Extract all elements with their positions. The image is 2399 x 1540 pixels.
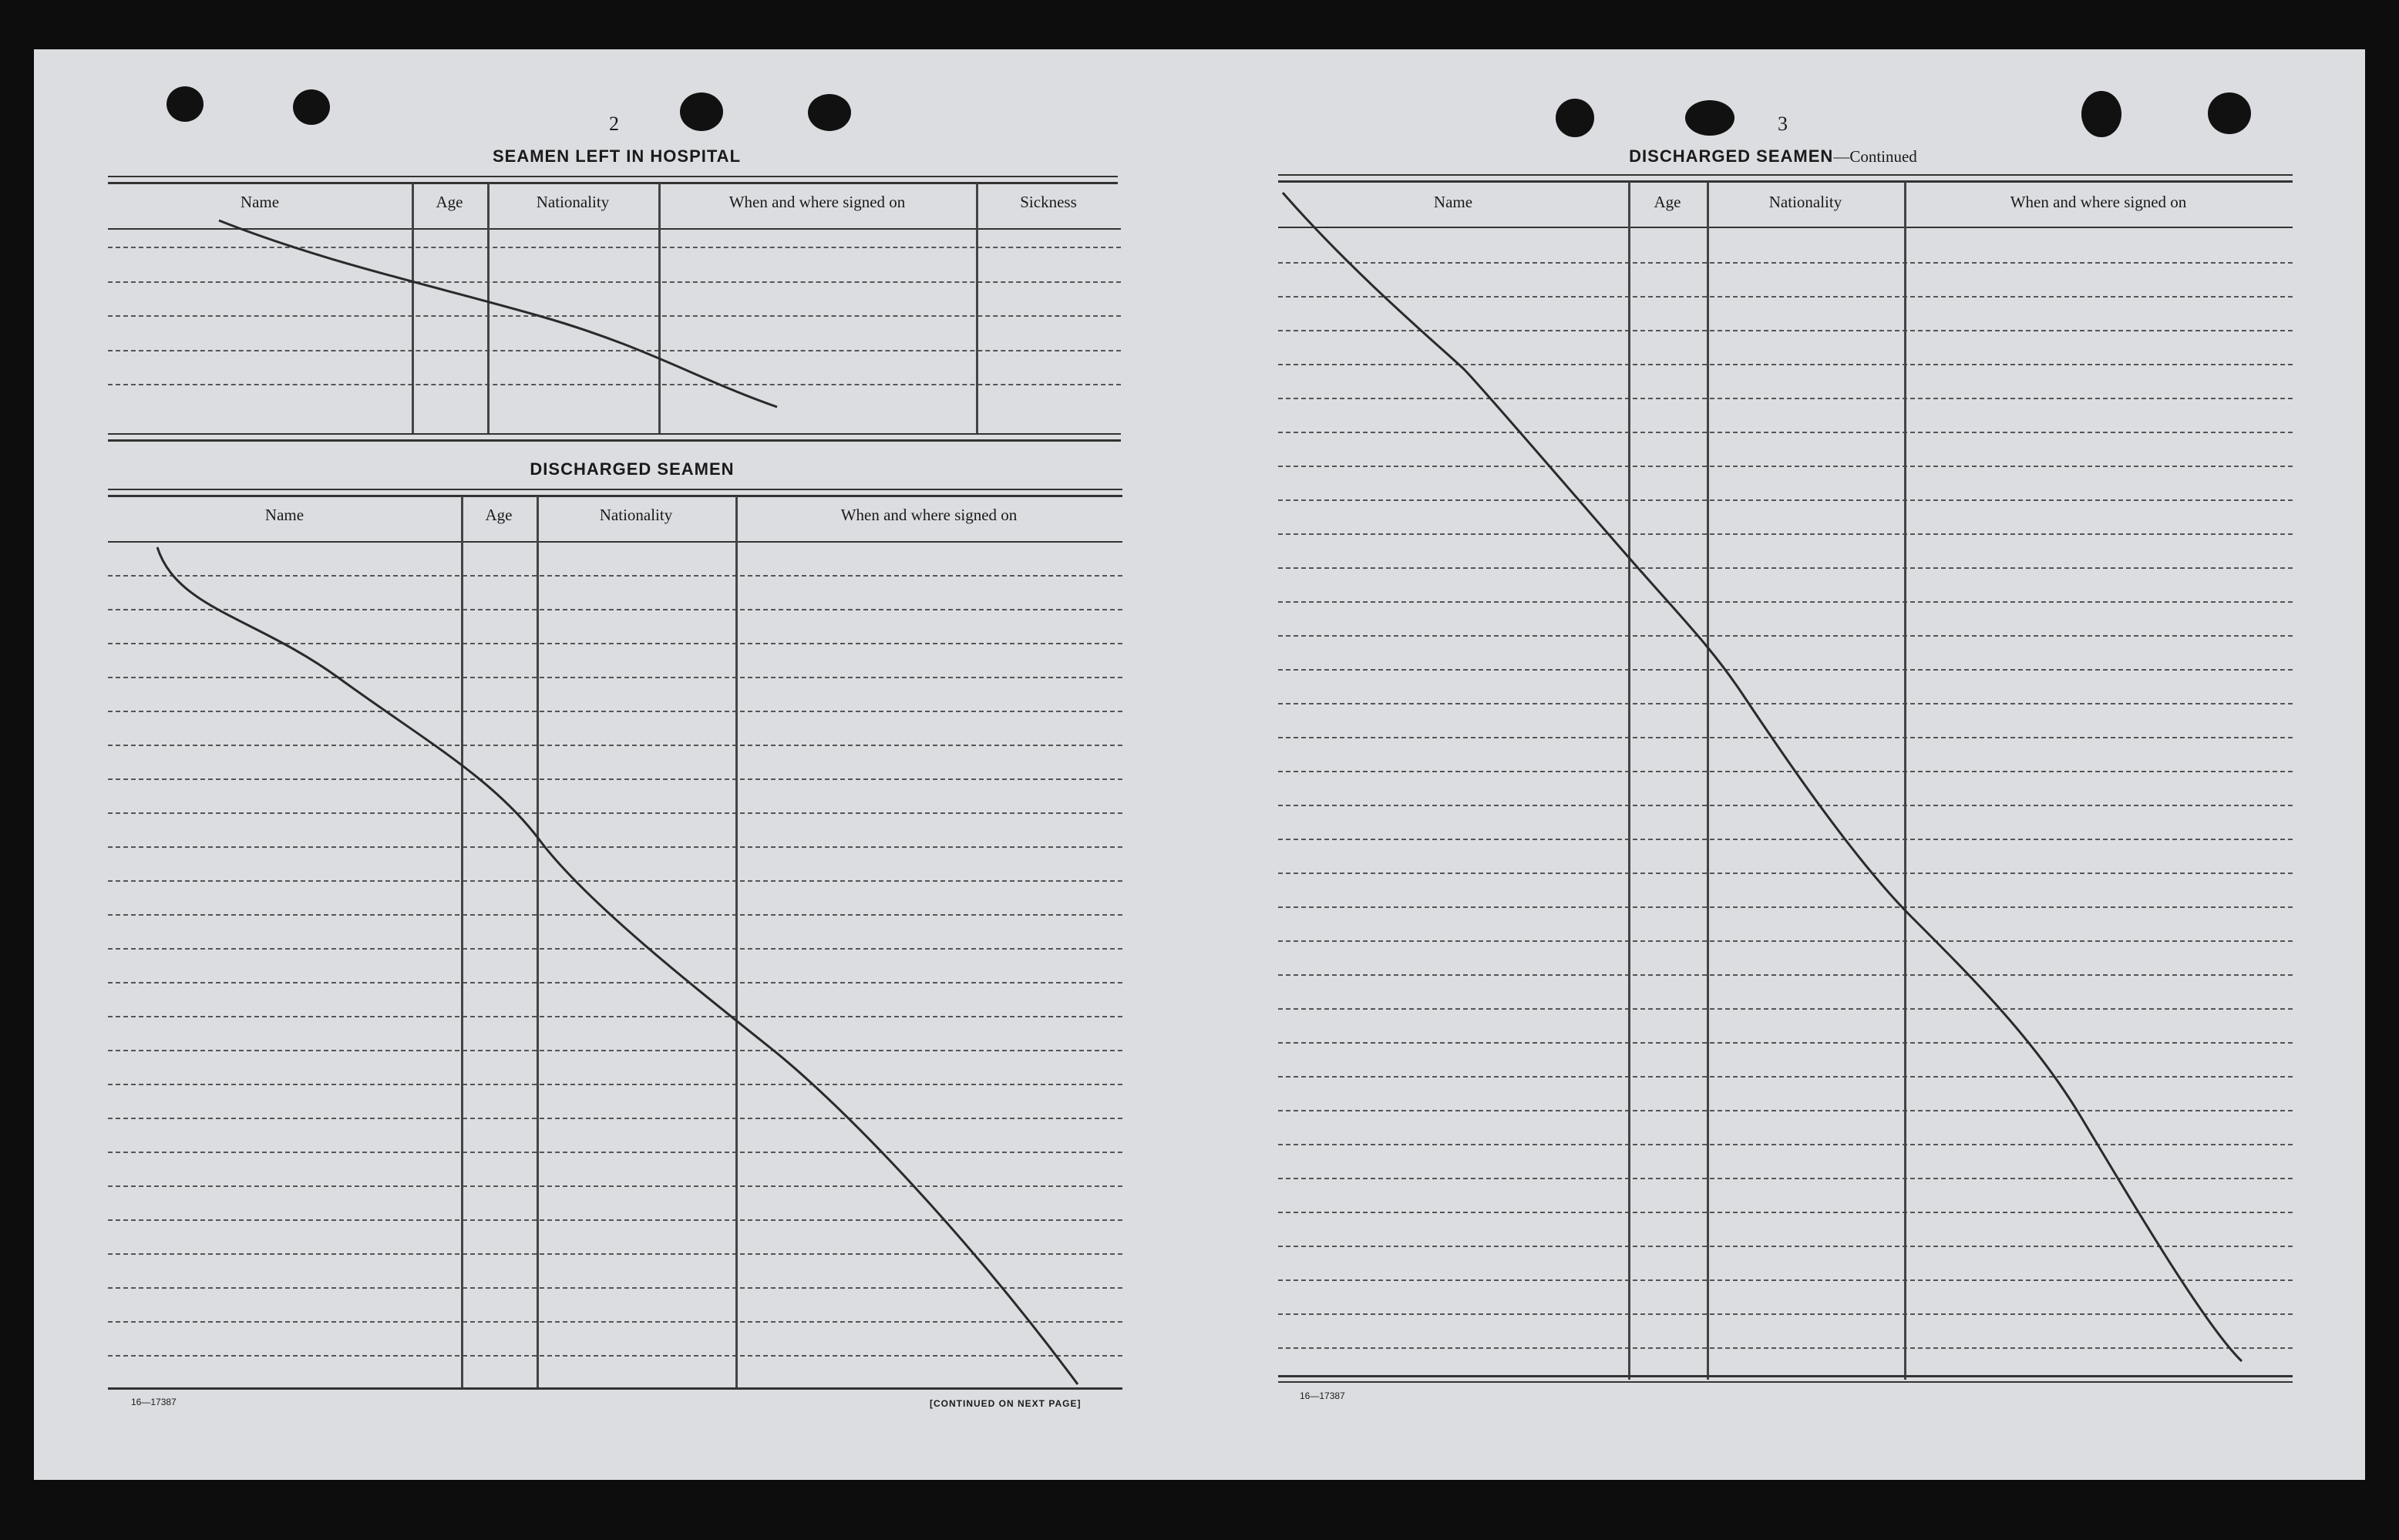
rule: [1278, 1381, 2293, 1383]
table-row: [108, 677, 1122, 678]
table-row: [108, 1185, 1122, 1187]
table-row: [108, 1287, 1122, 1289]
rule: [1278, 227, 2293, 228]
column-divider: [976, 183, 978, 433]
table-row: [108, 1355, 1122, 1357]
table-row: [1278, 940, 2293, 942]
table-row: [1278, 635, 2293, 637]
table-row: [1278, 533, 2293, 535]
column-divider: [735, 496, 738, 1387]
table-row: [1278, 1212, 2293, 1213]
table-row: [1278, 873, 2293, 874]
punch-hole: [2208, 92, 2251, 134]
discharged-left-col-header: When and where signed on: [840, 506, 1018, 524]
rule: [108, 489, 1122, 490]
table-row: [1278, 1076, 2293, 1078]
table-row: [108, 880, 1122, 882]
continued-title-suffix: —Continued: [1833, 147, 1917, 166]
table-row: [108, 281, 1121, 283]
rule: [108, 1387, 1122, 1390]
table-row: [1278, 1246, 2293, 1247]
table-row: [108, 315, 1121, 317]
table-row: [1278, 906, 2293, 908]
punch-hole: [293, 89, 330, 125]
table-row: [108, 643, 1122, 644]
table-row: [1278, 1110, 2293, 1111]
table-row: [1278, 330, 2293, 331]
hospital-col-header: Nationality: [536, 193, 610, 211]
table-row: [108, 575, 1122, 577]
discharged-right-col-header: Name: [1433, 193, 1473, 211]
table-row: [108, 384, 1121, 385]
continued-title-main: DISCHARGED SEAMEN: [1629, 146, 1834, 166]
table-row: [108, 846, 1122, 848]
table-row: [108, 1084, 1122, 1085]
hospital-section-title: SEAMEN LEFT IN HOSPITAL: [492, 146, 742, 166]
table-row: [108, 914, 1122, 916]
rule: [108, 495, 1122, 497]
rule: [1278, 180, 2293, 183]
table-row: [108, 1219, 1122, 1221]
table-row: [108, 1050, 1122, 1051]
table-row: [1278, 432, 2293, 433]
table-row: [1278, 771, 2293, 772]
rule: [1278, 174, 2293, 176]
column-divider: [537, 496, 539, 1387]
table-row: [1278, 1042, 2293, 1044]
table-row: [1278, 601, 2293, 603]
hospital-col-header: When and where signed on: [728, 193, 906, 211]
rule: [1278, 1375, 2293, 1377]
discharged-right-col-header: Age: [1654, 193, 1681, 211]
discharged-left-col-header: Name: [264, 506, 305, 524]
column-divider: [1628, 182, 1630, 1380]
table-row: [108, 350, 1121, 351]
discharged-left-col-header: Age: [485, 506, 513, 524]
rule: [108, 433, 1121, 435]
column-divider: [1707, 182, 1709, 1380]
ledger-sheet: [34, 49, 2365, 1480]
page-number-right: 3: [1778, 113, 1788, 135]
table-row: [108, 711, 1122, 712]
column-divider: [487, 183, 490, 433]
rule: [108, 228, 1121, 230]
table-row: [1278, 1178, 2293, 1179]
hospital-col-header: Age: [436, 193, 463, 211]
punch-hole: [167, 86, 204, 122]
column-divider: [658, 183, 661, 433]
rule: [108, 176, 1118, 177]
table-row: [1278, 499, 2293, 501]
hospital-col-header: Sickness: [1020, 193, 1077, 211]
continued-section-title: [1573, 146, 1973, 166]
table-row: [108, 948, 1122, 950]
punch-hole: [1685, 100, 1734, 136]
table-row: [1278, 1347, 2293, 1349]
table-row: [108, 1152, 1122, 1153]
punch-hole: [680, 92, 723, 131]
table-row: [1278, 839, 2293, 840]
table-row: [1278, 1144, 2293, 1145]
table-row: [108, 982, 1122, 984]
continued-note: [CONTINUED ON NEXT PAGE]: [930, 1398, 1082, 1409]
table-row: [1278, 1313, 2293, 1315]
table-row: [1278, 1008, 2293, 1010]
table-row: [1278, 398, 2293, 399]
table-row: [1278, 567, 2293, 569]
table-row: [108, 745, 1122, 746]
form-number-left: 16—17387: [131, 1397, 177, 1407]
table-row: [108, 1118, 1122, 1119]
table-row: [1278, 669, 2293, 671]
table-row: [1278, 974, 2293, 976]
discharged-left-col-header: Nationality: [599, 506, 673, 524]
table-row: [1278, 466, 2293, 467]
table-row: [108, 247, 1121, 248]
punch-hole: [808, 94, 851, 131]
table-row: [1278, 262, 2293, 264]
rule: [108, 541, 1122, 543]
table-row: [108, 1321, 1122, 1323]
table-row: [1278, 364, 2293, 365]
punch-hole: [2081, 91, 2121, 137]
table-row: [108, 609, 1122, 610]
column-divider: [412, 183, 414, 433]
discharged-right-col-header: When and where signed on: [2010, 193, 2187, 211]
page-number-left: 2: [609, 113, 619, 135]
table-row: [108, 778, 1122, 780]
table-row: [1278, 805, 2293, 806]
discharged-right-col-header: Nationality: [1768, 193, 1842, 211]
table-row: [108, 1253, 1122, 1255]
column-divider: [461, 496, 463, 1387]
table-row: [1278, 703, 2293, 704]
table-row: [1278, 296, 2293, 298]
hospital-col-header: Name: [240, 193, 280, 211]
table-row: [108, 812, 1122, 814]
table-row: [1278, 737, 2293, 738]
table-row: [108, 1016, 1122, 1017]
punch-hole: [1556, 99, 1594, 137]
rule: [108, 182, 1118, 184]
table-row: [1278, 1279, 2293, 1281]
column-divider: [1904, 182, 1906, 1380]
form-number-right: 16—17387: [1300, 1390, 1345, 1401]
discharged-section-title: DISCHARGED SEAMEN: [530, 459, 735, 479]
rule: [108, 439, 1121, 442]
